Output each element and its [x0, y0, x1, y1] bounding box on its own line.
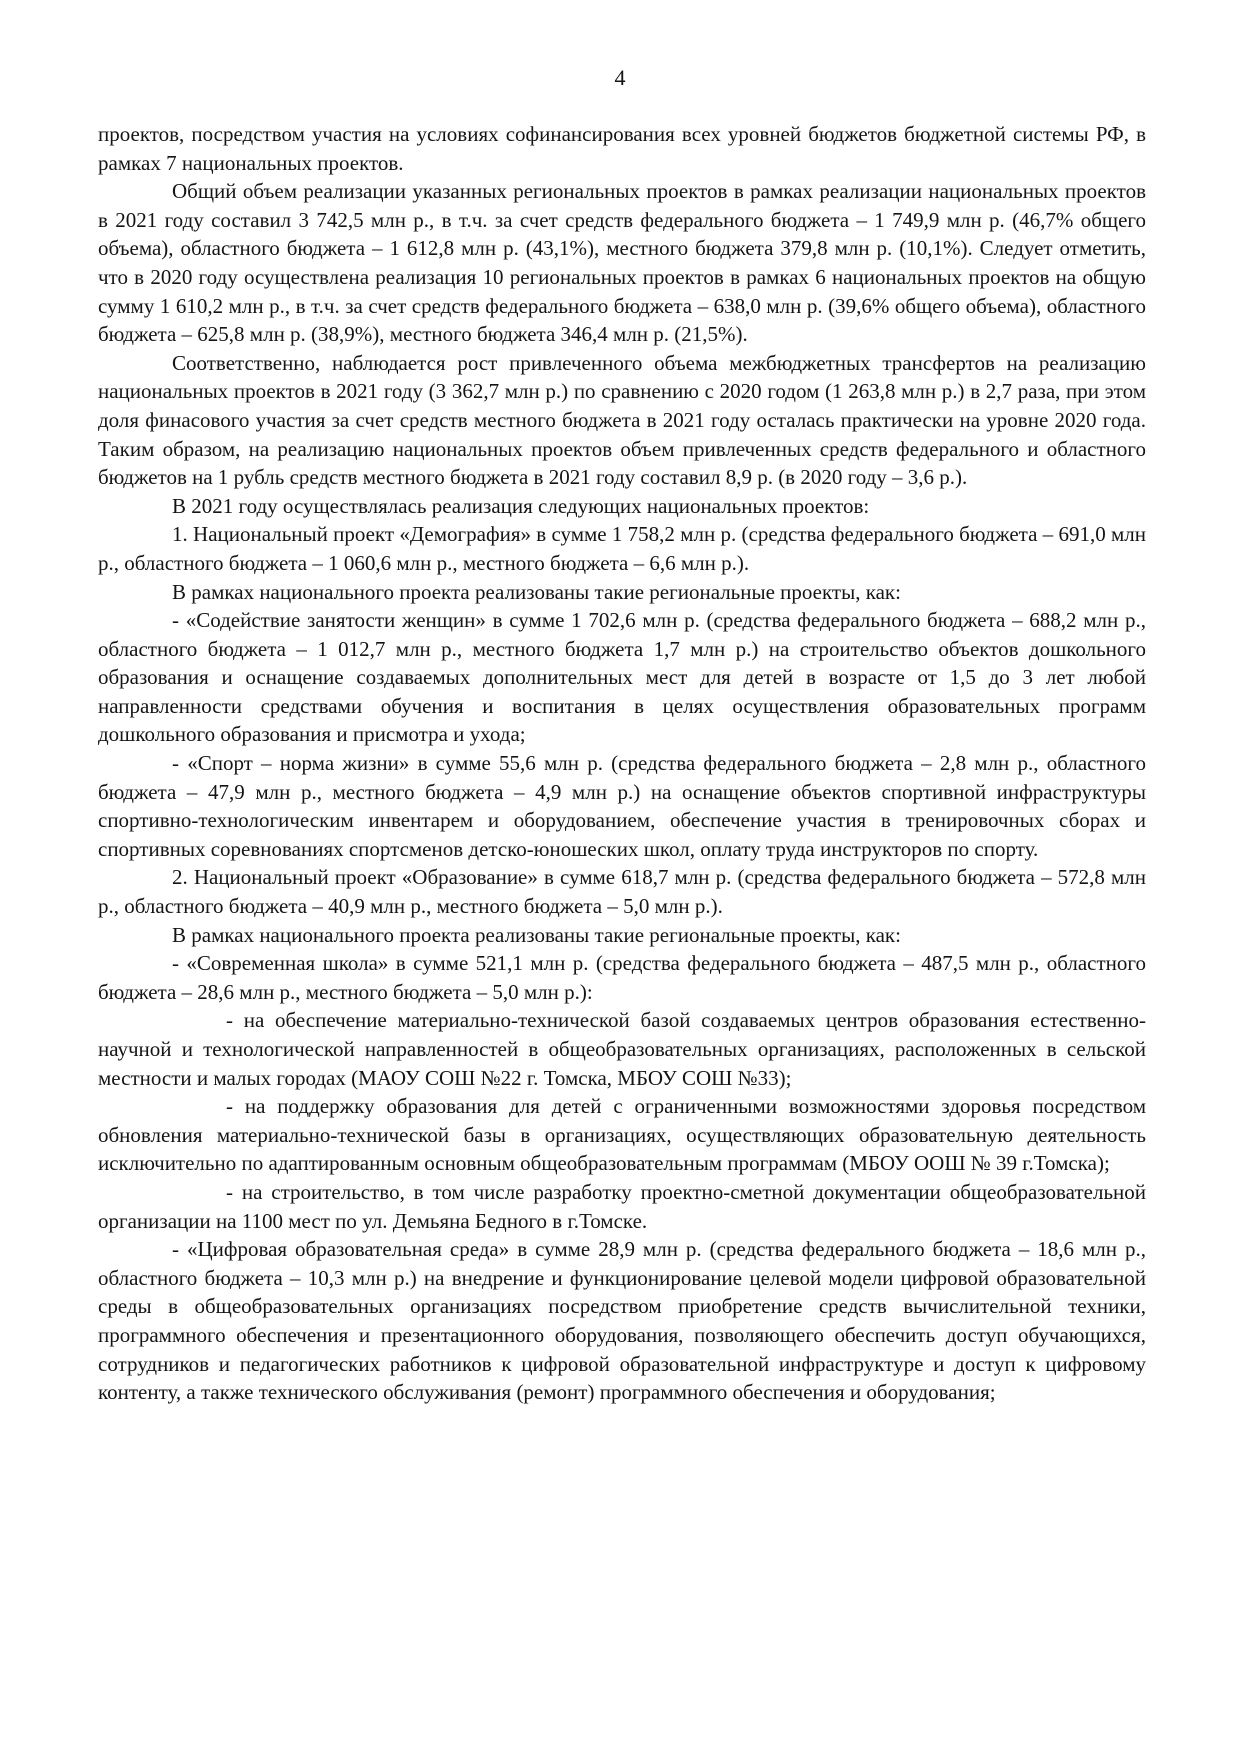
paragraph: Общий объем реализации указанных региональных проектов в рамках реализации национальных проектов в 2021 году составил 3 742,5 млн р., в т.ч. за счет средств федерального бюджета – 1 749,9 млн р. (46,7% общего объема), областного бюджета – 1 612,8 млн р. (43,1%), местного бюджета 379,8 млн р. (10,1%). Следует отметить, что в 2020 году осуществлена реализация 10 региональных проектов в рамках 6 национальных проектов на общую сумму 1 610,2 млн р., в т.ч. за счет средств федерального бюджета – 638,0 млн р. (39,6% общего объема), областного бюджета – 625,8 млн р. (38,9%), местного бюджета 346,4 млн р. (21,5%).: [98, 179, 1146, 347]
paragraph: - на обеспечение материально-технической базой создаваемых центров образования естественно-научной и технологической направленностей в общеобразовательных организациях, расположенных в сельской местности и малых городах (МАОУ СОШ №22 г. Томска, МБОУ СОШ №33);: [98, 1008, 1146, 1090]
paragraph: - «Цифровая образовательная среда» в сумме 28,9 млн р. (средства федерального бюджета – 18,6 млн р., областного бюджета – 10,3 млн р.) на внедрение и функционирование целевой модели цифровой образовательной среды в общеобразовательных организациях посредством приобретение средств вычислительной техники, программного обеспечения и презентационного оборудования, позволяющего обеспечить доступ обучающихся, сотрудников и педагогических работников к цифровой образовательной инфраструктуре и доступ к цифровому контенту, а также технического обслуживания (ремонт) программного обеспечения и оборудования;: [98, 1237, 1146, 1405]
paragraph: В рамках национального проекта реализованы такие региональные проекты, как:: [172, 922, 901, 947]
paragraph: В рамках национального проекта реализованы такие региональные проекты, как:: [172, 579, 901, 604]
paragraph: - «Современная школа» в сумме 521,1 млн р. (средства федерального бюджета – 487,5 млн р., областного бюджета – 28,6 млн р., местного бюджета – 5,0 млн р.):: [98, 951, 1146, 1004]
paragraph: - «Спорт – норма жизни» в сумме 55,6 млн р. (средства федерального бюджета – 2,8 млн р., областного бюджета – 47,9 млн р., местного бюджета – 4,9 млн р.) на оснащение объектов спортивной инфраструктуры спортивно-технологическим инвентарем и оборудованием, обеспечение участия в тренировочных сборах и спортивных соревнованиях спортсменов детско-юношеских школ, оплату труда инструкторов по спорту.: [98, 751, 1146, 861]
paragraph: - на поддержку образования для детей с ограниченными возможностями здоровья посредством обновления материально-технической базы в организациях, осуществляющих образовательную деятельность исключительно по адаптированным основным общеобразовательным программам (МБОУ ООШ № 39 г.Томска);: [98, 1094, 1146, 1176]
paragraph: проектов, посредством участия на условиях софинансирования всех уровней бюджетов бюджетной системы РФ, в рамках 7 национальных проектов.: [98, 122, 1146, 175]
paragraph: В 2021 году осуществлялась реализация следующих национальных проектов:: [172, 493, 870, 518]
paragraph: - на строительство, в том числе разработку проектно-сметной документации общеобразовательной организации на 1100 мест по ул. Демьяна Бедного в г.Томске.: [98, 1179, 1146, 1233]
paragraph: 2. Национальный проект «Образование» в сумме 618,7 млн р. (средства федерального бюджета – 572,8 млн р., областного бюджета – 40,9 млн р., местного бюджета – 5,0 млн р.).: [98, 865, 1146, 919]
paragraph: 1. Национальный проект «Демография» в сумме 1 758,2 млн р. (средства федерального бюджета – 691,0 млн р., областного бюджета – 1 060,6 млн р., местного бюджета – 6,6 млн р.).: [98, 522, 1146, 575]
document-body: [98, 120, 1146, 1407]
paragraph: - «Содействие занятости женщин» в сумме 1 702,6 млн р. (средства федерального бюджета – 688,2 млн р., областного бюджета – 1 012,7 млн р., местного бюджета 1,7 млн р.) на строительство объектов дошкольного образования и оснащение создаваемых дополнительных мест для детей в возрасте от 1,5 до 3 лет любой направленности средствами обучения и воспитания в целях осуществления образовательных программ дошкольного образования и присмотра и ухода;: [98, 608, 1146, 747]
paragraph: Соответственно, наблюдается рост привлеченного объема межбюджетных трансфертов на реализацию национальных проектов в 2021 году (3 362,7 млн р.) по сравнению с 2020 годом (1 263,8 млн р.) в 2,7 раза, при этом доля финасового участия за счет средств местного бюджета в 2021 году осталась практически на уровне 2020 года. Таким образом, на реализацию национальных проектов объем привлеченных средств федерального и областного бюджетов на 1 рубль средств местного бюджета в 2021 году составил 8,9 р. (в 2020 году – 3,6 р.).: [98, 350, 1146, 490]
page-number: 4: [614, 65, 626, 90]
